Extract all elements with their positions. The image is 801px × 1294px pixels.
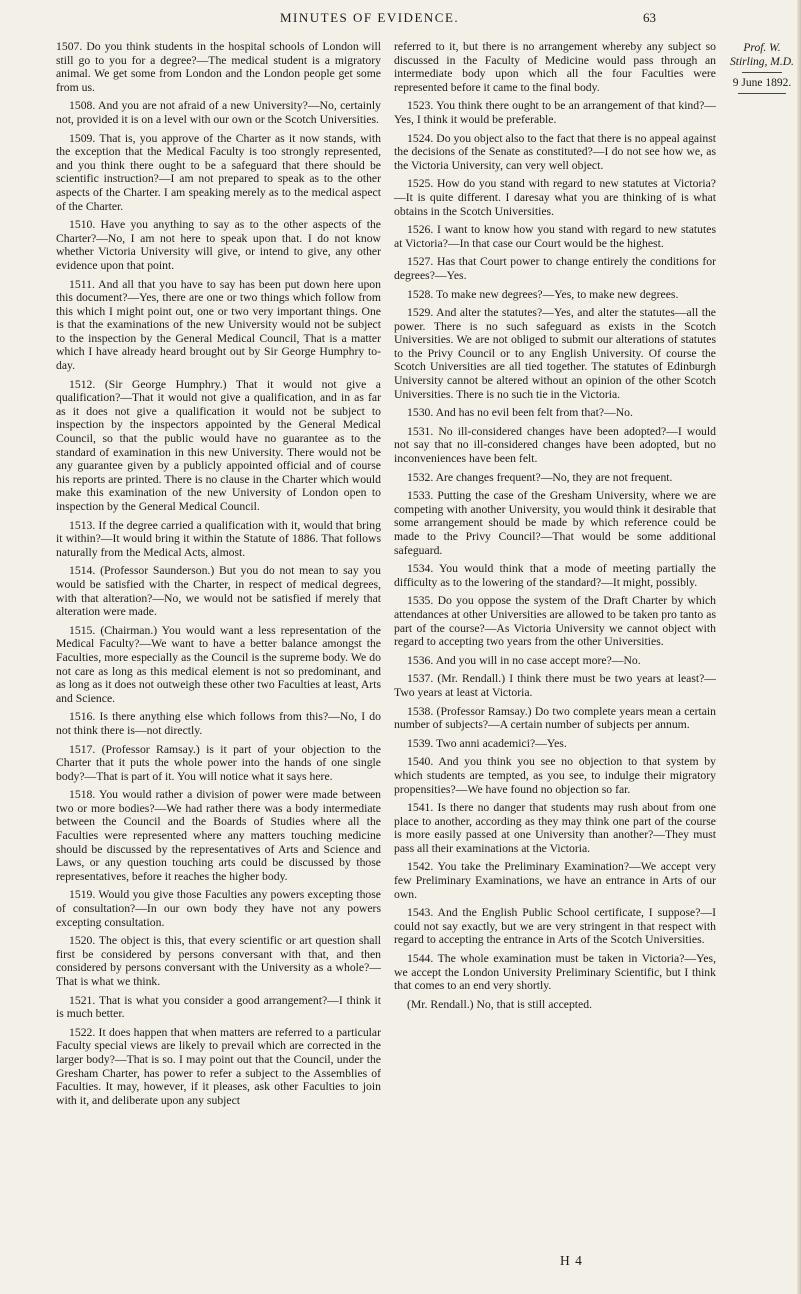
running-title: MINUTES OF EVIDENCE.: [280, 10, 460, 25]
paragraph: 1525. How do you stand with regard to new statutes at Victoria?—It is quite different. I daresay what you are thinking of is what obtains in the Scotch Universities.: [394, 177, 716, 218]
witness-name: Prof. W.: [743, 42, 781, 54]
left-column: [56, 40, 381, 1112]
paragraph: (Mr. Rendall.) No, that is still accepted.: [407, 997, 593, 1011]
paragraph: 1511. And all that you have to say has been put down here upon this document?—Yes, there are one or two things which follow from this which I might point out, one or two very important things. One is that the examinations of the new University would not be subject to the inspection by the General Medical Council, That is a matter which I have already heard brought out by Sir George Humphry to-day.: [56, 277, 381, 373]
paragraph: 1517. (Professor Ramsay.) is it part of your objection to the Charter that it puts the whole power into the hands of one single body?—That is part of it. You will notice what it says here.: [56, 742, 381, 783]
paragraph: 1507. Do you think students in the hospital schools of London will still go to you for a degree?—The medical student is a migratory animal. We get some from London and the London people get some from us.: [56, 40, 381, 94]
paragraph: 1510. Have you anything to say as to the other aspects of the Charter?—No, I am not here to speak upon that. I do not know whether Victoria University will give, or intend to give, any other evidence upon that point.: [56, 218, 381, 272]
paragraph: 1528. To make new degrees?—Yes, to make new degrees.: [407, 287, 679, 301]
paragraph: 1537. (Mr. Rendall.) I think there must be two years at least?—Two years at least at Victoria.: [394, 672, 716, 699]
paragraph: 1515. (Chairman.) You would want a less representation of the Medical Faculty?—We want to have a better balance amongst the Faculties, more especially as the Council is the supreme body. We do not care as long as this medical element is not so predominant, and as long as it does not outweigh these other two Faculties at least, Arts and Science.: [56, 623, 381, 705]
paragraph: 1516. Is there anything else which follows from this?—No, I do not think there is—not directly.: [56, 710, 381, 737]
paragraph: 1512. (Sir George Humphry.) That it would not give a qualification?—That it would not give a qualification, and in as far as it does not give a qualification it would not be subject to inspection by the inspectors appointed by the General Medical Council, so that the public would have no guarantee as to the standard of examination in this new University. There would not be any guarantee given by a publicly appointed official and of course his reports are printed. There is no clause in the Charter which would make this examination of the new University of London open to inspection by the General Medical Council.: [56, 377, 381, 513]
page-number: 63: [643, 10, 656, 25]
paragraph: 1529. And alter the statutes?—Yes, and alter the statutes—all the power. There is no such safeguard as exists in the Scotch Universities. We are not obliged to submit our alterations of statutes to the Privy Council or to any English University. Of course the Scotch Universities are all tied together. The statutes of Edinburgh University cannot be altered without an opinion of the other Scotch Universities. There is no such tie in the Victoria.: [394, 306, 716, 401]
paragraph: 1540. And you think you see no objection to that system by which students are tempted, as you see, to indulge their migratory propensities?—We have found no objection so far.: [394, 755, 716, 796]
paragraph: 1508. And you are not afraid of a new University?—No, certainly not, provided it is on a level with our own or the Scotch Universities.: [56, 99, 381, 126]
paragraph: 1542. You take the Preliminary Examination?—We accept very few Preliminary Examinations, we have an entrance in Arts of our own.: [394, 860, 716, 901]
paragraph: 1535. Do you oppose the system of the Draft Charter by which attendances at other Universities are allowed to be taken pro tanto as part of the course?—As Victoria University we cannot object with regard to accepting two years from the other Universities.: [394, 594, 716, 649]
divider: [738, 93, 786, 94]
paragraph: 1524. Do you object also to the fact that there is no appeal against the decisions of the Senate as constituted?—I do not see how we, as the Victoria University, can very well object.: [394, 131, 716, 172]
paragraph: 1520. The object is this, that every scientific or art question shall first be considered by persons conversant with that, and then considered by persons conversant with the University as a whole?—That is what we think.: [56, 934, 381, 988]
paragraph: 1523. You think there ought to be an arrangement of that kind?—Yes, I think it would be preferable.: [394, 99, 716, 126]
paragraph: 1533. Putting the case of the Gresham University, where we are competing with another University, you would think it desirable that some arrangement should be made by which reference could be made to the Privy Council?—That would be some additional safeguard.: [394, 489, 716, 557]
paragraph: 1526. I want to know how you stand with regard to new statutes at Victoria?—In that case our Court would be the highest.: [394, 223, 716, 250]
right-column: [394, 40, 716, 1016]
signature-mark: H 4: [560, 1253, 583, 1268]
paragraph: referred to it, but there is no arrangement whereby any subject so discussed in the Faculty of Medicine would pass through an intermediate body upon which all the four Faculties were represented before it came to the final body.: [394, 40, 716, 94]
divider: [742, 72, 782, 73]
page-edge: [797, 0, 801, 1294]
paragraph: 1544. The whole examination must be taken in Victoria?—Yes, we accept the London University Preliminary Scientific, but I think that comes to an end very shortly.: [394, 952, 716, 993]
session-date: 9 June 1892.: [732, 77, 792, 89]
paragraph: 1543. And the English Public School certificate, I suppose?—I could not say exactly, but we are very stringent in that respect with regard to accepting the entrance in Arts of the Scotch Universities.: [394, 906, 716, 947]
paragraph: 1522. It does happen that when matters are referred to a particular Faculty special views are likely to prevail which are corrected in the larger body?—That is so. I may point out that the Council, under the Gresham Charter, has power to refer a subject to the Assemblies of Faculties. It may, however, if it pleases, ask other Faculties to join with it, and deliberate upon any subject: [56, 1025, 381, 1107]
paragraph: 1531. No ill-considered changes have been adopted?—I would not say that no ill-considered changes have been adopted, but no inconveniences have been felt.: [394, 424, 716, 466]
paragraph: 1513. If the degree carried a qualification with it, would that bring it within?—It would bring it within the Statute of 1886. That follows naturally from the Medical Acts, almost.: [56, 518, 381, 559]
page-header: [0, 10, 801, 30]
paragraph: 1541. Is there no danger that students may rush about from one place to another, according as they may think one part of the course is more easily passed at one University than another?—They must pass all their examinations at the Victoria.: [394, 801, 716, 855]
paragraph: 1514. (Professor Saunderson.) But you do not mean to say you would be satisfied with the Charter, in respect of medical degrees, with that alteration?—No, we would not be satisfied if merely that alteration were made.: [56, 564, 381, 619]
paragraph: 1518. You would rather a division of power were made between two or more bodies?—We had rather there was a body intermediate between the Council and the Boards of Studies where all the Faculties were represented where any matters touching medicine should be discussed by the representatives of Arts and Science and Laws, or any question touching arts could be discussed by those representatives, before it reaches the higher body.: [56, 788, 381, 883]
witness-name-line2: Stirling, M.D.: [730, 56, 794, 68]
paragraph: 1509. That is, you approve of the Charter as it now stands, with the exception that the Medical Faculty is too strongly represented, and you think there ought to be a safeguard that there should be scientific instruction?—I am not prepared to speak as to the other aspects of the Charter. I am speaking merely as to the medical aspect of the Charter.: [56, 131, 381, 213]
paragraph: 1534. You would think that a mode of meeting partially the difficulty as to the lowering of the standard?—It might, possibly.: [394, 562, 716, 589]
paragraph: 1539. Two anni academici?—Yes.: [407, 736, 567, 750]
paragraph: 1527. Has that Court power to change entirely the conditions for degrees?—Yes.: [394, 255, 716, 282]
margin-note: [727, 41, 797, 94]
paragraph: 1530. And has no evil been felt from that?—No.: [407, 406, 633, 420]
paragraph: 1519. Would you give those Faculties any powers excepting those of consultation?—In our own body they have not any powers excepting consultation.: [56, 888, 381, 929]
paragraph: 1536. And you will in no case accept more?—No.: [407, 653, 641, 667]
paragraph: 1538. (Professor Ramsay.) Do two complete years mean a certain number of subjects?—A certain number of subjects per annum.: [394, 704, 716, 732]
paragraph: 1532. Are changes frequent?—No, they are not frequent.: [407, 470, 673, 484]
paragraph: 1521. That is what you consider a good arrangement?—I think it is much better.: [56, 993, 381, 1021]
